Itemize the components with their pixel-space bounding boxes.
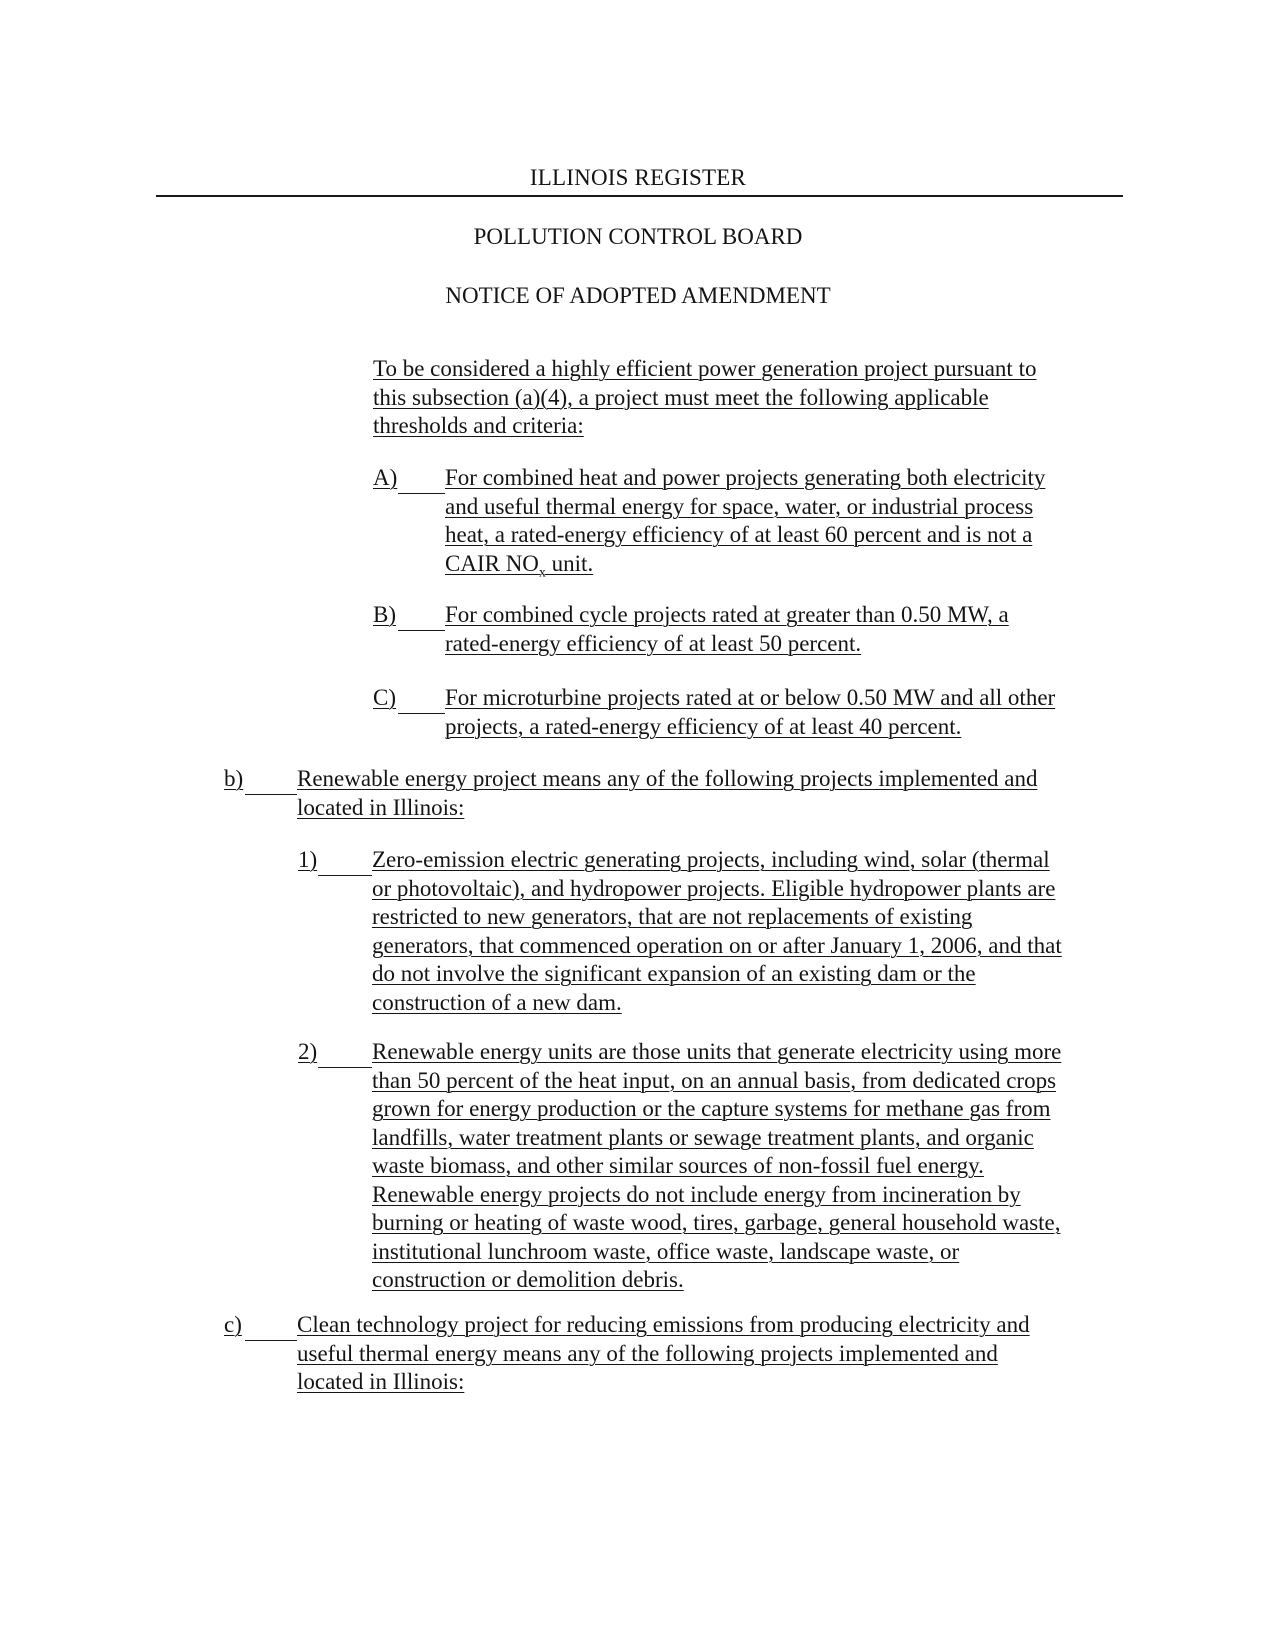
item-line: burning or heating of waste wood, tires, garbage, general household waste, [372, 1210, 1061, 1235]
criterion-b-marker: B) [373, 602, 396, 627]
criterion-line: For combined heat and power projects generating both electricity [445, 465, 1046, 490]
criterion-a-marker-rule [398, 493, 445, 494]
item-line: waste biomass, and other similar sources of non-fossil fuel energy. [372, 1153, 984, 1178]
criterion-b-text [445, 601, 1009, 658]
section-line: located in Illinois: [297, 1369, 465, 1394]
criterion-a-text [445, 464, 1046, 581]
item-line: than 50 percent of the heat input, on an annual basis, from dedicated crops [372, 1067, 1057, 1093]
section-line: Clean technology project for reducing emissions from producing electricity and [297, 1312, 1030, 1337]
item-1-text [372, 846, 1062, 1017]
item-line: institutional lunchroom waste, office waste, landscape waste, or [372, 1238, 960, 1264]
item-line: construction of a new dam. [372, 989, 622, 1015]
criterion-line: For microturbine projects rated at or below 0.50 MW and all other [445, 685, 1056, 710]
item-line: do not involve the significant expansion of an existing dam or the [372, 961, 976, 986]
item-1-marker: 1) [298, 847, 318, 872]
section-b-text [297, 765, 1037, 822]
notice-type: NOTICE OF ADOPTED AMENDMENT [445, 283, 831, 308]
intro-line: thresholds and criteria: [373, 413, 584, 438]
item-line: landfills, water treatment plants or sewage treatment plants, and organic [372, 1124, 1034, 1150]
criterion-line: heat, a rated-energy efficiency of at least 60 percent and is not a [445, 522, 1033, 547]
register-title: ILLINOIS REGISTER [529, 165, 747, 190]
cair-suffix: unit. [545, 550, 594, 576]
item-line: grown for energy production or the capture systems for methane gas from [372, 1096, 1051, 1121]
item-2-marker-rule [318, 1067, 372, 1068]
section-c-text [297, 1311, 1030, 1397]
agency-name: POLLUTION CONTROL BOARD [473, 224, 803, 249]
item-2-marker: 2) [298, 1039, 318, 1064]
criterion-b-marker-rule [398, 630, 445, 631]
item-line: Zero-emission electric generating projects, including wind, solar (thermal [372, 847, 1050, 872]
header-divider [156, 195, 1123, 197]
nox-subscript: x [538, 565, 546, 581]
criterion-line [445, 550, 1045, 579]
section-line: useful thermal energy means any of the following projects implemented and [297, 1340, 998, 1366]
item-line: or photovoltaic), and hydropower projects. Eligible hydropower plants are [372, 875, 1056, 901]
criterion-line: and useful thermal energy for space, water, or industrial process [445, 493, 1034, 519]
section-line: located in Illinois: [297, 794, 465, 820]
item-line: restricted to new generators, that are not replacements of existing [372, 904, 973, 929]
section-c-marker-rule [245, 1340, 297, 1341]
criterion-c-marker-rule [398, 713, 445, 714]
section-c-marker: c) [224, 1312, 242, 1337]
criterion-c-marker: C) [373, 685, 396, 710]
section-b-marker: b) [224, 766, 244, 791]
item-1-marker-rule [318, 875, 372, 876]
criterion-line: projects, a rated-energy efficiency of at least 40 percent. [445, 713, 962, 739]
criterion-line: For combined cycle projects rated at greater than 0.50 MW, a [445, 602, 1009, 627]
item-line: Renewable energy units are those units that generate electricity using more [372, 1039, 1062, 1064]
criterion-line: rated-energy efficiency of at least 50 percent. [445, 630, 862, 656]
intro-line: this subsection (a)(4), a project must meet the following applicable [373, 384, 989, 410]
item-2-text [372, 1038, 1061, 1295]
cair-prefix: CAIR NO [445, 550, 539, 576]
item-line: Renewable energy projects do not include energy from incineration by [372, 1181, 1021, 1207]
section-line: Renewable energy project means any of the following projects implemented and [297, 766, 1038, 791]
item-line: generators, that commenced operation on or after January 1, 2006, and that [372, 932, 1062, 958]
intro-line: To be considered a highly efficient power generation project pursuant to [373, 356, 1037, 381]
section-b-marker-rule [245, 794, 297, 795]
criterion-c-text [445, 684, 1055, 741]
criterion-a-marker: A) [373, 465, 398, 490]
intro-paragraph [373, 355, 1036, 441]
item-line: construction or demolition debris. [372, 1267, 684, 1292]
